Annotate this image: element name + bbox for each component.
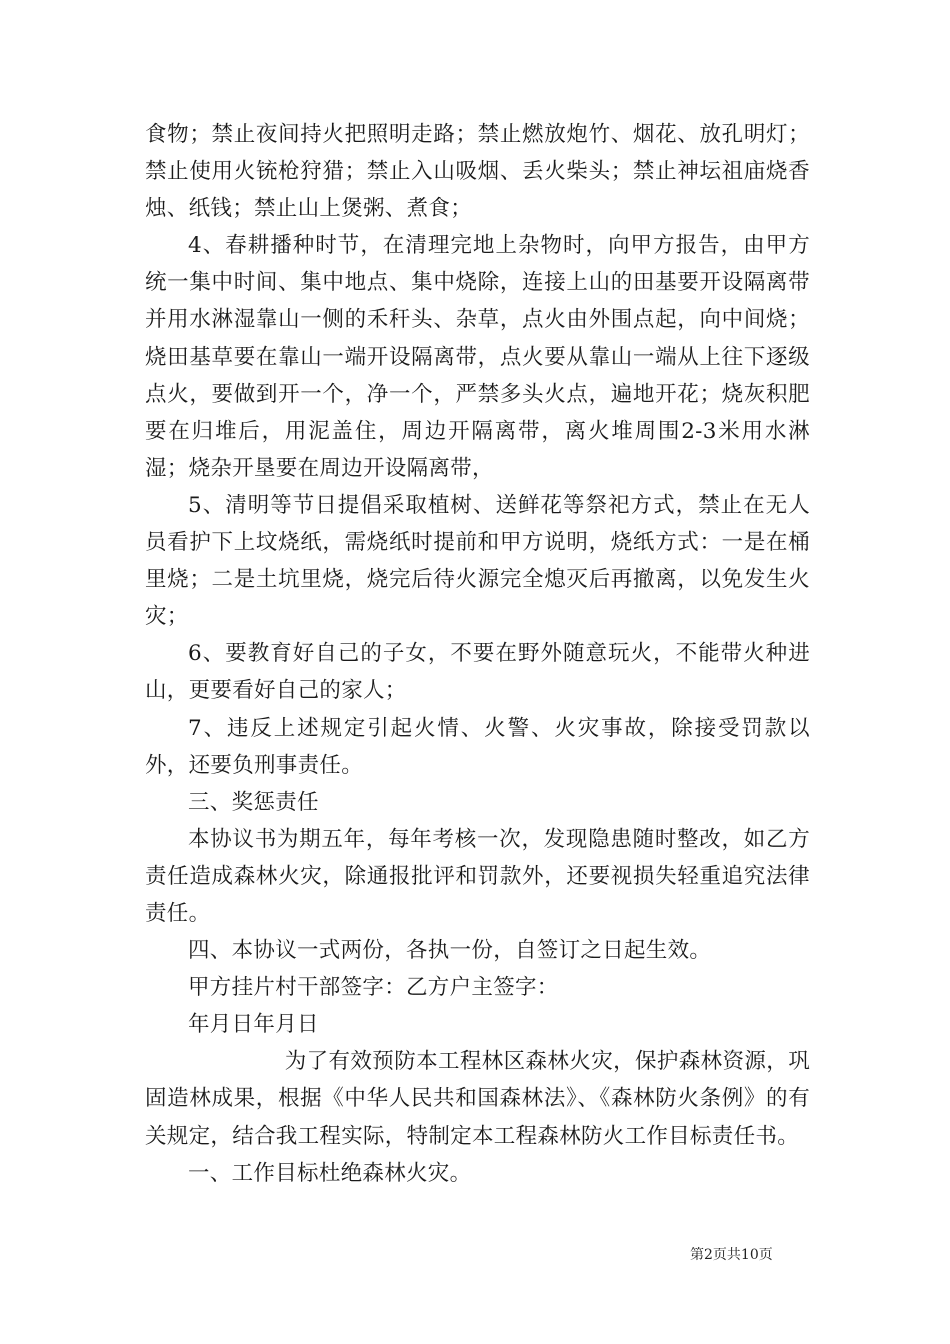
signature-line: 甲方挂片村干部签字：乙方户主签字： xyxy=(188,975,559,1001)
paragraph-item-6: 6、要教育好自己的子女，不要在野外随意玩火，不能带火种进山，更要看好自己的家人； xyxy=(145,641,810,704)
paragraph-item-4: 4、春耕播种时节，在清理完地上杂物时，向甲方报告，由甲方统一集中时间、集中地点、集中烧除，连接上山的田基要开设隔离带并用水淋湿靠山一侧的禾秆头、杂草，点火由外围点起，向中间烧；烧田基草要在靠山一端开设隔离带，点火要从靠山一端从上往下逐级点火，要做到开一个，净一个，严禁多头火点，遍地开花；烧灰积肥要在归堆后，用泥盖住，周边开隔离带，离火堆周围2-3米用水淋湿；烧杂开垦要在周边开设隔离带， xyxy=(145,233,810,481)
paragraph-agreement-term: 本协议书为期五年，每年考核一次，发现隐患随时整改，如乙方责任造成森林火灾，除通报批评和罚款外，还要视损失轻重追究法律责任。 xyxy=(145,826,810,926)
paragraph-intro: 为了有效预防本工程林区森林火灾，保护森林资源，巩固造林成果，根据《中华人民共和国森林法》、《森林防火条例》的有关规定，结合我工程实际，特制定本工程森林防火工作目标责任书。 xyxy=(145,1049,810,1149)
date-line: 年月日年月日 xyxy=(188,1012,319,1038)
paragraph-item-5: 5、清明等节日提倡采取植树、送鲜花等祭祀方式，禁止在无人员看护下上坟烧纸，需烧纸时提前和甲方说明，烧纸方式：一是在桶里烧；二是土坑里烧，烧完后待火源完全熄灭后再撤离，以免发生火灾； xyxy=(145,492,810,630)
section-heading-rewards: 三、奖惩责任 xyxy=(188,789,319,815)
paragraph-copies: 四、本协议一式两份，各执一份，自签订之日起生效。 xyxy=(188,938,712,964)
section-heading-goal: 一、工作目标杜绝森林火灾。 xyxy=(188,1160,472,1186)
page-number: 第2页共10页 xyxy=(690,1247,773,1263)
paragraph-item-7: 7、违反上述规定引起火情、火警、火灾事故，除接受罚款以外，还要负刑事责任。 xyxy=(145,715,810,778)
paragraph-prohibitions-continued: 食物；禁止夜间持火把照明走路；禁止燃放炮竹、烟花、放孔明灯；禁止使用火铳枪狩猎；禁止入山吸烟、丢火柴头；禁止神坛祖庙烧香烛、纸钱；禁止山上煲粥、煮食； xyxy=(145,122,810,222)
document-body xyxy=(145,116,810,1192)
